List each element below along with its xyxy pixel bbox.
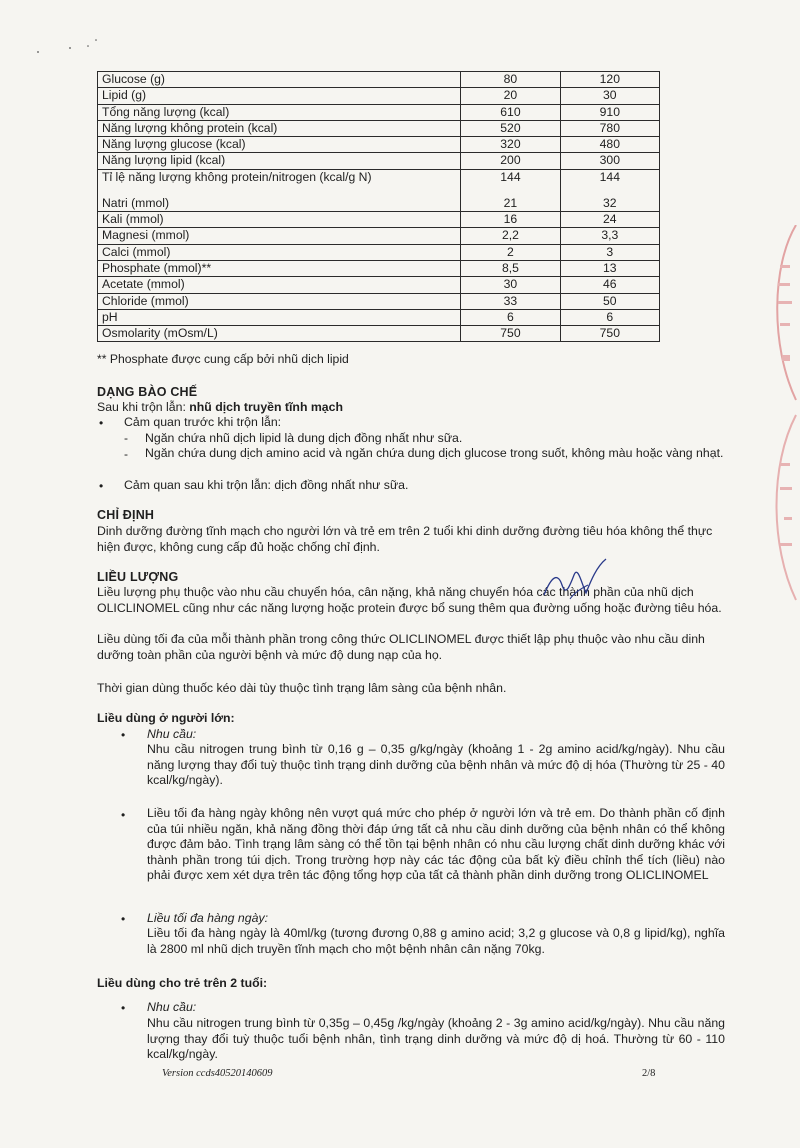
- subheading-nguoi-lon: Liều dùng ở người lớn:: [97, 711, 235, 725]
- value-2: 46: [560, 277, 659, 293]
- value-1: 80: [461, 72, 560, 88]
- dash-icon: -: [124, 431, 128, 445]
- row-label: Osmolarity (mOsm/L): [98, 326, 461, 342]
- bullet-icon: •: [99, 479, 104, 493]
- value-1: 21: [461, 196, 560, 212]
- row-label: pH: [98, 309, 461, 325]
- dash-icon: -: [124, 447, 128, 461]
- row-label: Phosphate (mmol)**: [98, 260, 461, 276]
- row-label: Năng lượng lipid (kcal): [98, 153, 461, 169]
- dang-bao-che-intro: [97, 400, 727, 416]
- section-heading-chi-dinh: CHỈ ĐỊNH: [97, 508, 155, 522]
- row-label: Lipid (g): [98, 88, 461, 104]
- table-row: [98, 293, 660, 309]
- table-row: [98, 212, 660, 228]
- table-footnote: ** Phosphate được cung cấp bởi nhũ dịch lipid: [97, 352, 349, 366]
- dang-bao-che-dash-2: Ngăn chứa dung dịch amino acid và ngăn chứa dung dịch glucose trong suốt, không màu hoặc vàng nhạt.: [145, 446, 724, 460]
- row-label: Calci (mmol): [98, 244, 461, 260]
- value-2: 910: [560, 104, 659, 120]
- stamp-edge-icon: [766, 225, 800, 605]
- table-row: [98, 153, 660, 169]
- table-row: [98, 260, 660, 276]
- value-1: 16: [461, 212, 560, 228]
- value-2: 6: [560, 309, 659, 325]
- table-row: [98, 228, 660, 244]
- row-label: Natri (mmol): [98, 196, 461, 212]
- value-2: 24: [560, 212, 659, 228]
- value-2: 750: [560, 326, 659, 342]
- nguoi-lon-b2-text: Liều tối đa hàng ngày không nên vượt quá mức cho phép ở người lớn và trẻ em. Do thành phần cố định của túi nhiều ngăn, khả năng đồng thời đáp ứng tất cả nhu cầu dinh dưỡng của bệnh nhân có thể không được đảm bảo. Tình trạng lâm sàng có thể tồn tại bệnh nhân có nhu cầu lượng chất dinh dưỡng khác với thành phần trong túi dịch. Trong trường hợp này các tác động của bất kỳ điều chỉnh thể tích (liều) nào phải được xem xét dựa trên tác động tổng hợp của tất cả thành phần dinh dưỡng trong OLICLINOMEL: [147, 806, 725, 883]
- nguoi-lon-b3-title: Liều tối đa hàng ngày:: [147, 911, 269, 925]
- value-1: 8,5: [461, 260, 560, 276]
- value-1: 200: [461, 153, 560, 169]
- value-1: 2: [461, 244, 560, 260]
- row-label: Tổng năng lượng (kcal): [98, 104, 461, 120]
- value-2: 50: [560, 293, 659, 309]
- value-1: 20: [461, 88, 560, 104]
- value-2: 780: [560, 120, 659, 136]
- value-1: 33: [461, 293, 560, 309]
- dang-bao-che-bullet-1: Cảm quan trước khi trộn lẫn:: [124, 415, 282, 429]
- row-label: Tỉ lệ năng lượng không protein/nitrogen (kcal/g N): [98, 169, 461, 196]
- value-1: 30: [461, 277, 560, 293]
- footer-version: Version ccds40520140609: [162, 1068, 273, 1079]
- row-label: Năng lượng glucose (kcal): [98, 137, 461, 153]
- value-2: 30: [560, 88, 659, 104]
- value-1: 2,2: [461, 228, 560, 244]
- bullet-icon: •: [121, 1001, 126, 1015]
- tre-em-b1-title: Nhu cầu:: [147, 1000, 197, 1014]
- dang-bao-che-bullet-2: Cảm quan sau khi trộn lẫn: dịch đồng nhất như sữa.: [124, 478, 409, 492]
- value-1: 610: [461, 104, 560, 120]
- table-row: [98, 169, 660, 196]
- table-row: [98, 120, 660, 136]
- value-2: 13: [560, 260, 659, 276]
- value-2: 480: [560, 137, 659, 153]
- nguoi-lon-b3-text: Liều tối đa hàng ngày là 40ml/kg (tương đương 0,88 g amino acid; 3,2 g glucose và 0,8 g lipid/kg), nghĩa là 2800 ml nhũ dịch truyền tĩnh mạch cho một bệnh nhân cân nặng 70kg.: [147, 926, 725, 956]
- section-heading-dang-bao-che: DẠNG BÀO CHẾ: [97, 385, 198, 399]
- value-1: 320: [461, 137, 560, 153]
- scan-specks: [30, 30, 110, 60]
- row-label: Kali (mmol): [98, 212, 461, 228]
- tre-em-b1-text: Nhu cầu nitrogen trung bình từ 0,35g – 0,45g /kg/ngày (khoảng 2 - 3g amino acid/kg/ngày). Nhu cầu năng lượng thay đổi tuỳ thuộc tuổi bệnh nhân, tình trạng dinh dưỡng và mức độ dị hoá. Thường từ 60 - 110 kcal/kg/ngày.: [147, 1016, 725, 1062]
- intro-prefix: Sau khi trộn lẫn:: [97, 400, 190, 414]
- row-label: Chloride (mmol): [98, 293, 461, 309]
- value-2: 300: [560, 153, 659, 169]
- value-1: 750: [461, 326, 560, 342]
- table-row: [98, 326, 660, 342]
- signature-icon: [540, 555, 620, 610]
- nguoi-lon-b1-title: Nhu cầu:: [147, 727, 197, 741]
- lieu-luong-p1: Liều lượng phụ thuộc vào nhu cầu chuyển hóa, cân nặng, khả năng chuyển hóa các thành phần của nhũ dịch OLICLINOMEL cũng như các năng lượng hoặc protein được bổ sung thêm qua đường uống hoặc đường tiêu hóa.: [97, 585, 722, 615]
- table-row: [98, 196, 660, 212]
- value-2: 120: [560, 72, 659, 88]
- value-2: 144: [560, 169, 659, 196]
- nguoi-lon-b1-text: Nhu cầu nitrogen trung bình từ 0,16 g – 0,35 g/kg/ngày (khoảng 1 - 2g amino acid/kg/ngày). Nhu cầu năng lượng thay đổi tuỳ thuộc tình trạng dinh dưỡng của bệnh nhân và mức độ dị hóa (Thường từ 25 - 40 kcal/kg/ngày).: [147, 742, 725, 788]
- dang-bao-che-dash-1: Ngăn chứa nhũ dịch lipid là dung dịch đồng nhất như sữa.: [145, 431, 463, 445]
- value-1: 520: [461, 120, 560, 136]
- table-row: [98, 104, 660, 120]
- value-2: 32: [560, 196, 659, 212]
- bullet-icon: •: [99, 416, 104, 430]
- value-2: 3,3: [560, 228, 659, 244]
- nutrition-table: [97, 71, 660, 342]
- intro-bold: nhũ dịch truyền tĩnh mạch: [189, 400, 343, 414]
- row-label: Năng lượng không protein (kcal): [98, 120, 461, 136]
- row-label: Acetate (mmol): [98, 277, 461, 293]
- value-1: 6: [461, 309, 560, 325]
- table-row: [98, 137, 660, 153]
- table-row: [98, 309, 660, 325]
- row-label: Glucose (g): [98, 72, 461, 88]
- lieu-luong-p3: Thời gian dùng thuốc kéo dài tùy thuộc tình trạng lâm sàng của bệnh nhân.: [97, 681, 507, 695]
- bullet-icon: •: [121, 912, 126, 926]
- bullet-icon: •: [121, 808, 126, 822]
- chi-dinh-text: Dinh dưỡng đường tĩnh mạch cho người lớn và trẻ em trên 2 tuổi khi dinh dưỡng đường tiêu hóa không thể thực hiện được, không cung cấp đủ hoặc chống chỉ định.: [97, 524, 713, 554]
- table-row: [98, 72, 660, 88]
- table-row: [98, 88, 660, 104]
- value-1: 144: [461, 169, 560, 196]
- section-heading-lieu-luong: LIỀU LƯỢNG: [97, 570, 179, 584]
- bullet-icon: •: [121, 728, 126, 742]
- table-row: [98, 277, 660, 293]
- value-2: 3: [560, 244, 659, 260]
- lieu-luong-p2: Liều dùng tối đa của mỗi thành phần trong công thức OLICLINOMEL được thiết lập phụ thuộc vào nhu cầu dinh dưỡng toàn phần của người bệnh và mức độ dung nạp của họ.: [97, 632, 705, 662]
- subheading-tre-em: Liều dùng cho trẻ trên 2 tuổi:: [97, 976, 268, 990]
- table-row: [98, 244, 660, 260]
- footer-page-number: 2/8: [642, 1068, 656, 1079]
- row-label: Magnesi (mmol): [98, 228, 461, 244]
